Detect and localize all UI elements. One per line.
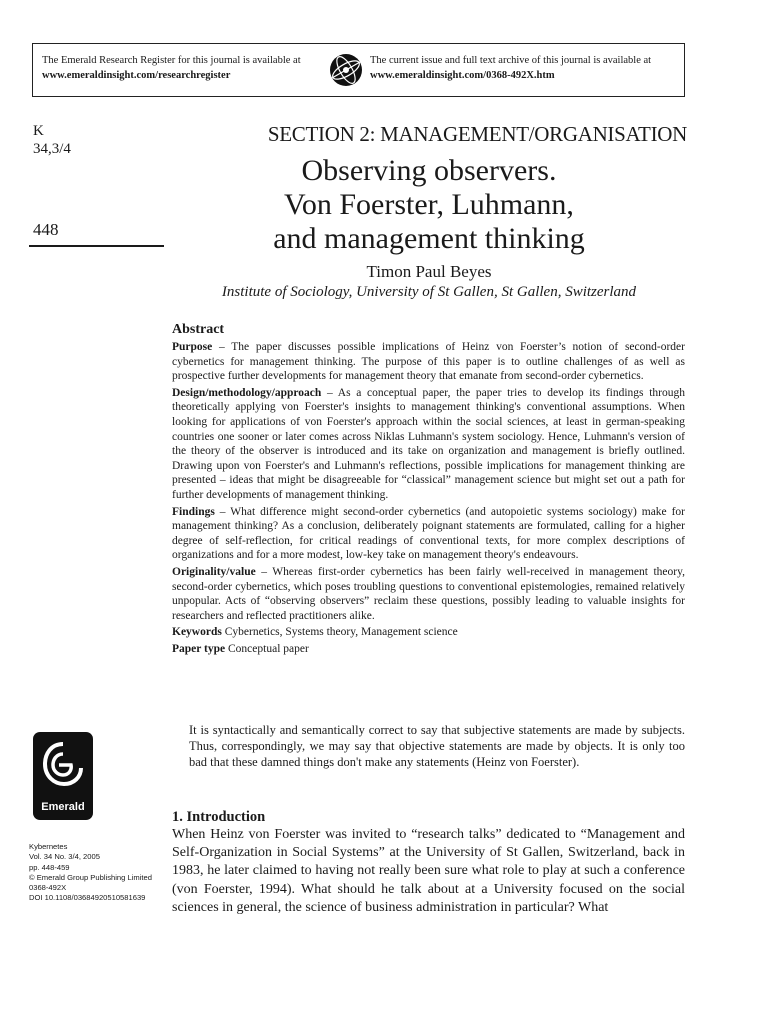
paper-type-label: Paper type xyxy=(172,642,226,655)
title-line-1: Observing observers. xyxy=(301,154,557,187)
volume-issue: 34,3/4 xyxy=(33,141,71,157)
abstract-section xyxy=(172,322,685,658)
paper-title xyxy=(171,154,687,256)
abstract-paper-type xyxy=(172,642,685,657)
research-register-link[interactable]: www.emeraldinsight.com/researchregister xyxy=(42,70,231,81)
journal-code: K xyxy=(33,123,44,139)
page-number: 448 xyxy=(33,220,59,239)
journal-pages: pp. 448-459 xyxy=(29,862,70,872)
emerald-swirl-icon xyxy=(41,740,85,790)
section-heading: SECTION 2: MANAGEMENT/ORGANISATION xyxy=(267,122,687,146)
findings-label: Findings xyxy=(172,505,215,518)
abstract-purpose xyxy=(172,340,685,384)
full-text-archive-text: The current issue and full text archive of this journal is available at xyxy=(370,55,652,66)
abstract-heading: Abstract xyxy=(172,322,225,337)
availability-header-box xyxy=(32,43,685,97)
journal-citation-info xyxy=(29,842,169,904)
findings-text: – What difference might second-order cybernetics (and autopoietic systems sociology) make for management thinking? As a conclusion, deliberately poignant statements are formulated, calling for a higher degree of self-reflection, for critical readings of conventional texts, for more complex descriptions of organizations and for a more modest, low-key take on management theory's endeavours. xyxy=(172,505,685,562)
emerald-logo xyxy=(33,732,93,820)
design-text: – As a conceptual paper, the paper tries to develop its findings through theoretically applying von Foerster's insights to management thinking's conventional assumptions. When looking for applications of von Foerster's approach within the social sciences, at least in german-speaking countries one sooner or later comes across Niklas Luhmann's system sociology. Hence, Luhmann's version of the theory of the observer is introduced and its take on organization and management is briefly outlined. Drawing upon von Foerster's and Luhmann's reflections, possible implications for management thinking are presented – ideas that might be disagreeable for “classical” management science but might set out a path for further developments of management thinking. xyxy=(172,386,685,501)
globe-icon xyxy=(328,52,364,88)
author-affiliation: Institute of Sociology, University of St Gallen, St Gallen, Switzerland xyxy=(221,284,637,300)
research-register-note xyxy=(42,53,301,83)
introduction-body: When Heinz von Foerster was invited to “research talks” dedicated to “Management and Self-Organization in Social Systems” at the University of St Gallen, Switzerland, back in 1983, he later claimed to having not really been sure what role to play at such a conference (von Foerster, 1994). What should he talk about at a University focused on the social sciences in general, the science of business administration in particular? What xyxy=(172,827,685,915)
research-register-text: The Emerald Research Register for this journal is available at xyxy=(42,55,301,66)
purpose-label: Purpose xyxy=(172,341,213,353)
abstract-originality xyxy=(172,565,685,623)
full-text-archive-link[interactable]: www.emeraldinsight.com/0368-492X.htm xyxy=(370,70,555,81)
full-text-archive-note xyxy=(370,53,651,83)
introduction-heading: 1. Introduction xyxy=(172,809,266,825)
epigraph-quote: It is syntactically and semantically correct to say that subjective statements are made by subjects. Thus, correspondingly, we may say that objective statements are made by objects. It is only too bad that these damned things don't make any statements (Heinz von Foerster). xyxy=(189,723,685,769)
emerald-logo-text: Emerald xyxy=(41,801,85,813)
journal-reference xyxy=(33,122,71,158)
page-number-rule xyxy=(29,245,164,247)
design-label: Design/methodology/approach xyxy=(172,386,322,399)
abstract-findings xyxy=(172,505,685,563)
journal-doi: DOI 10.1108/03684920510581639 xyxy=(29,893,146,903)
journal-copyright: © Emerald Group Publishing Limited xyxy=(29,872,152,882)
journal-name: Kybernetes xyxy=(29,842,68,851)
originality-label: Originality/value xyxy=(172,565,256,578)
abstract-design xyxy=(172,386,685,503)
journal-issn: 0368-492X xyxy=(29,883,67,893)
keywords-text: Cybernetics, Systems theory, Management science xyxy=(221,626,458,639)
paper-type-text: Conceptual paper xyxy=(225,642,309,655)
journal-volume: Vol. 34 No. 3/4, 2005 xyxy=(29,852,100,862)
originality-text: – Whereas first-order cybernetics has been fairly well-received in management theory, second-order cybernetics, which poses troubling questions to conventional epistemologies, remained relatively unpopular. Acts of “observing observers” reclaim these questions, possibly leading to valuable insights for researchers and reflected practitioners alike. xyxy=(172,565,685,622)
author-name: Timon Paul Beyes xyxy=(366,262,492,281)
keywords-label: Keywords xyxy=(172,626,222,639)
purpose-text: – The paper discusses possible implications of Heinz von Foerster’s notion of second-order cybernetics for management thinking. The purpose of this paper is to outline challenges of as well as prospective further developments for management theory that emanate from second-order cybernetics. xyxy=(172,341,685,383)
title-line-3: and management thinking xyxy=(273,222,585,255)
title-line-2: Von Foerster, Luhmann, xyxy=(284,188,574,221)
abstract-keywords xyxy=(172,625,685,640)
